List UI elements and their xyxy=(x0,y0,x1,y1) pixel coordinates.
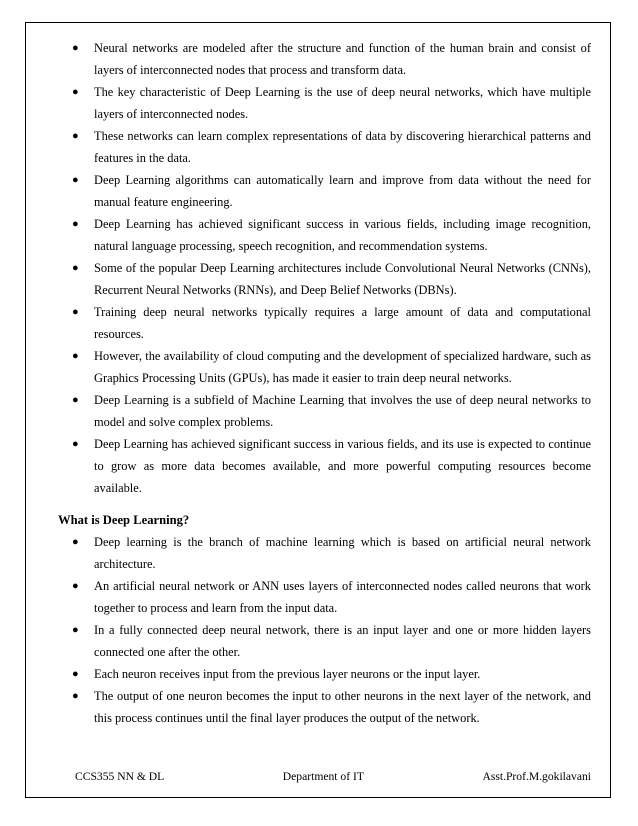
list-item-text: These networks can learn complex representations of data by discovering hierarchical patterns and features in the data. xyxy=(94,129,591,165)
list-item-text: Some of the popular Deep Learning architectures include Convolutional Neural Networks (CNNs), Recurrent Neural Networks (RNNs), and Deep Belief Networks (DBNs). xyxy=(94,261,591,297)
list-item-text: An artificial neural network or ANN uses layers of interconnected nodes called neurons that work together to process and learn from the input data. xyxy=(94,579,591,615)
list-item-text: Deep Learning has achieved significant success in various fields, including image recognition, natural language processing, speech recognition, and recommendation systems. xyxy=(94,217,591,253)
bullet-icon: ● xyxy=(72,668,79,680)
list-item xyxy=(58,301,591,345)
bullet-icon: ● xyxy=(72,218,79,230)
footer-course-code: CCS355 NN & DL xyxy=(75,770,165,783)
list-item-text: The output of one neuron becomes the input to other neurons in the next layer of the network, and this process continues until the final layer produces the output of the network. xyxy=(94,689,591,725)
list-item-text: Deep Learning algorithms can automatically learn and improve from data without the need for manual feature engineering. xyxy=(94,173,591,209)
list-item-text: Deep Learning has achieved significant success in various fields, and its use is expected to continue to grow as more data becomes available, and more powerful computing resources become available. xyxy=(94,437,591,495)
list-item xyxy=(58,433,591,499)
bullet-icon: ● xyxy=(72,86,79,98)
list-item-text: Each neuron receives input from the previous layer neurons or the input layer. xyxy=(94,667,481,681)
list-item xyxy=(58,81,591,125)
footer-author: Asst.Prof.M.gokilavani xyxy=(482,770,591,783)
list-item-text: Training deep neural networks typically requires a large amount of data and computational resources. xyxy=(94,305,591,341)
bullet-icon: ● xyxy=(72,350,79,362)
list-item xyxy=(58,37,591,81)
bullet-icon: ● xyxy=(72,174,79,186)
list-item xyxy=(58,575,591,619)
bullet-icon: ● xyxy=(72,306,79,318)
bullet-icon: ● xyxy=(72,536,79,548)
list-item-text: Deep Learning is a subfield of Machine Learning that involves the use of deep neural networks to model and solve complex problems. xyxy=(94,393,591,429)
list-item xyxy=(58,169,591,213)
bullet-icon: ● xyxy=(72,438,79,450)
list-item-text: Neural networks are modeled after the structure and function of the human brain and consist of layers of interconnected nodes that process and transform data. xyxy=(94,41,591,77)
bullet-icon: ● xyxy=(72,624,79,636)
list-item xyxy=(58,531,591,575)
list-item-text: In a fully connected deep neural network, there is an input layer and one or more hidden layers connected one after the other. xyxy=(94,623,591,659)
footer-department: Department of IT xyxy=(282,770,364,783)
list-item xyxy=(58,663,591,685)
bullet-list-definition xyxy=(58,531,591,729)
list-item xyxy=(58,345,591,389)
bullet-icon: ● xyxy=(72,580,79,592)
bullet-icon: ● xyxy=(72,394,79,406)
bullet-icon: ● xyxy=(72,130,79,142)
list-item xyxy=(58,619,591,663)
document-body xyxy=(58,37,591,729)
list-item-text: The key characteristic of Deep Learning is the use of deep neural networks, which have multiple layers of interconnected nodes. xyxy=(94,85,591,121)
list-item xyxy=(58,125,591,169)
list-item xyxy=(58,389,591,433)
list-item xyxy=(58,257,591,301)
list-item xyxy=(58,685,591,729)
list-item xyxy=(58,213,591,257)
bullet-icon: ● xyxy=(72,262,79,274)
page-footer xyxy=(75,769,591,785)
bullet-icon: ● xyxy=(72,42,79,54)
bullet-icon: ● xyxy=(72,690,79,702)
section-heading: What is Deep Learning? xyxy=(58,513,190,527)
list-item-text: Deep learning is the branch of machine learning which is based on artificial neural network architecture. xyxy=(94,535,591,571)
list-item-text: However, the availability of cloud computing and the development of specialized hardware, such as Graphics Processing Units (GPUs), has made it easier to train deep neural networks. xyxy=(94,349,591,385)
bullet-list-intro xyxy=(58,37,591,499)
